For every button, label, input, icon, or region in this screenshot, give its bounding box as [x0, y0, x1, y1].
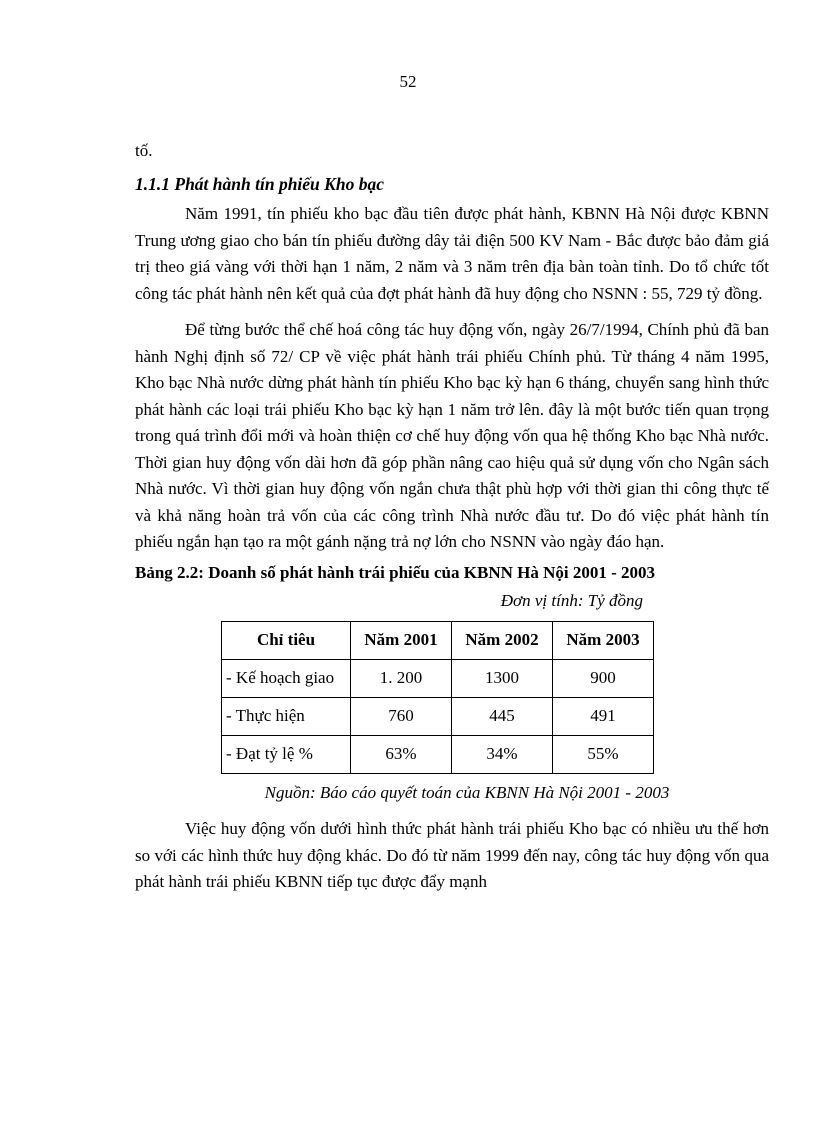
- table-cell: 34%: [452, 735, 553, 773]
- table-cell: 1. 200: [351, 659, 452, 697]
- paragraph-3: Việc huy động vốn dưới hình thức phát hành trái phiếu Kho bạc có nhiều ưu thế hơn so với các hình thức huy động khác. Do đó từ năm 1999 đến nay, công tác huy động vốn qua phát hành trái phiếu KBNN tiếp tục được đẩy mạnh: [135, 819, 769, 891]
- table-header-row: [222, 621, 654, 659]
- table-cell: 900: [553, 659, 654, 697]
- table-source: Nguồn: Báo cáo quyết toán của KBNN Hà Nội 2001 - 2003: [264, 782, 670, 802]
- header-cell: Năm 2003: [553, 621, 654, 659]
- header-cell: Chỉ tiêu: [222, 621, 351, 659]
- continuation-text: tố.: [135, 141, 153, 160]
- page-number: 52: [399, 72, 417, 91]
- table-cell: 445: [452, 697, 553, 735]
- table-cell: 491: [553, 697, 654, 735]
- table-cell: 55%: [553, 735, 654, 773]
- table-unit: Đơn vị tính: Tỷ đồng: [500, 591, 643, 610]
- page-content: [135, 138, 769, 896]
- table-row: [222, 659, 654, 697]
- data-table: [221, 621, 654, 774]
- paragraph-2: Để từng bước thể chế hoá công tác huy động vốn, ngày 26/7/1994, Chính phủ đã ban hành Nghị định số 72/ CP về việc phát hành trái phiếu Chính phủ. Từ tháng 4 năm 1995, Kho bạc Nhà nước dừng phát hành tín phiếu Kho bạc kỳ hạn 6 tháng, chuyển sang hình thức phát hành các loại trái phiếu Kho bạc kỳ hạn 1 năm trở lên. đây là một bước tiến quan trọng trong quá trình đổi mới và hoàn thiện cơ chế huy động vốn qua hệ thống Kho bạc Nhà nước. Thời gian huy động vốn dài hơn đã góp phần nâng cao hiệu quả sử dụng vốn cho Ngân sách Nhà nước. Vì thời gian huy động vốn ngắn chưa thật phù hợp với thời gian thi công thực tế và khả năng hoàn trả vốn của các công trình Nhà nước đầu tư. Do đó việc phát hành tín phiếu ngắn hạn tạo ra một gánh nặng trả nợ lớn cho NSNN vào ngày đáo hạn.: [135, 320, 769, 551]
- table-row: [222, 697, 654, 735]
- row-label: - Đạt tỷ lệ %: [222, 735, 351, 773]
- table-caption: Bảng 2.2: Doanh số phát hành trái phiếu của KBNN Hà Nội 2001 - 2003: [135, 562, 656, 582]
- header-cell: Năm 2002: [452, 621, 553, 659]
- paragraph-1: Năm 1991, tín phiếu kho bạc đầu tiên được phát hành, KBNN Hà Nội được KBNN Trung ương giao cho bán tín phiếu đường dây tải điện 500 KV Nam - Bắc được bảo đảm giá trị theo giá vàng với thời hạn 1 năm, 2 năm và 3 năm trên địa bàn toàn tỉnh. Do tổ chức tốt công tác phát hành nên kết quả của đợt phát hành đã huy động cho NSNN : 55, 729 tỷ đồng.: [135, 204, 769, 303]
- table-cell: 760: [351, 697, 452, 735]
- row-label: - Thực hiện: [222, 697, 351, 735]
- table-row: [222, 735, 654, 773]
- section-heading: 1.1.1 Phát hành tín phiếu Kho bạc: [135, 173, 384, 194]
- header-cell: Năm 2001: [351, 621, 452, 659]
- table-cell: 63%: [351, 735, 452, 773]
- row-label: - Kế hoạch giao: [222, 659, 351, 697]
- table-cell: 1300: [452, 659, 553, 697]
